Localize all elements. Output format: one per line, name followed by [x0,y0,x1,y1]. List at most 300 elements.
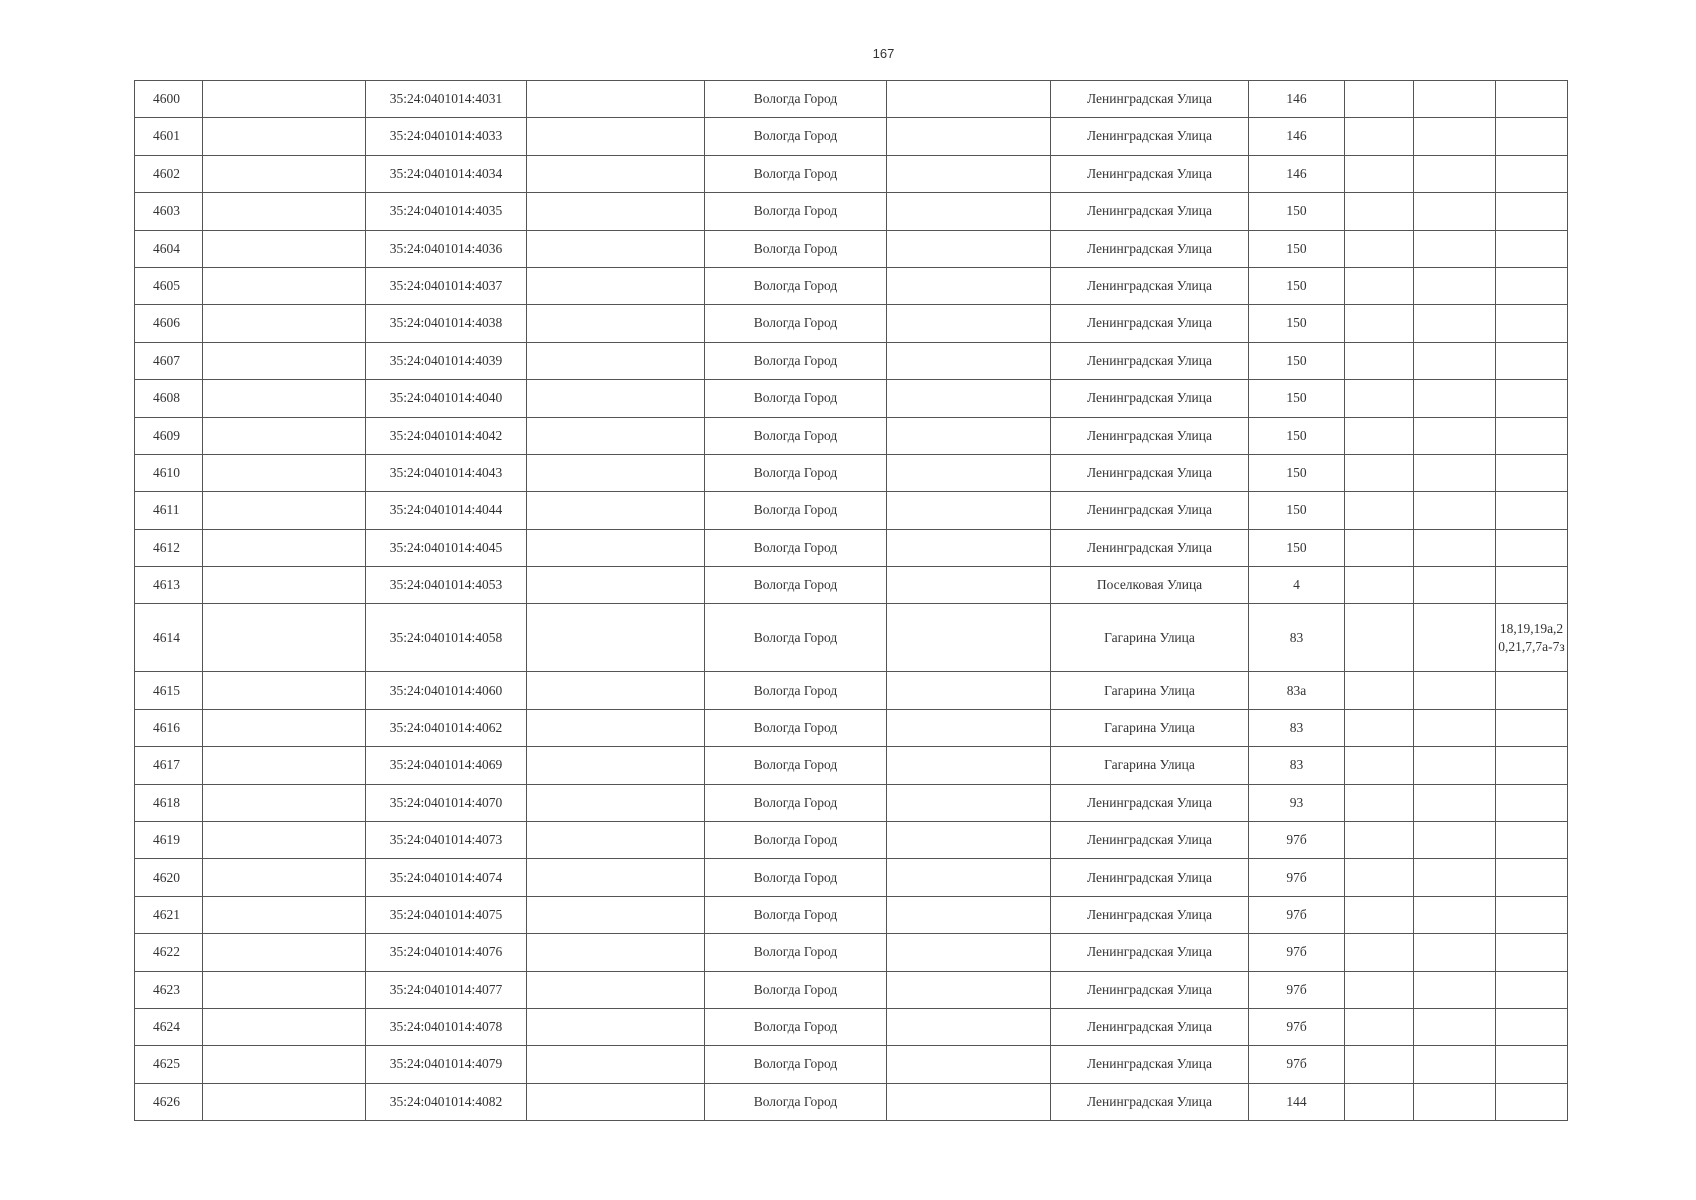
cell-house-number: 97б [1249,1046,1345,1083]
cell-record-number: 4612 [135,529,203,566]
cell-cadastral-number: 35:24:0401014:4038 [366,305,527,342]
cell-empty [527,118,705,155]
cell-apartments [1496,155,1568,192]
cell-city: Вологда Город [705,709,887,746]
table-row [135,1008,1568,1045]
cell-record-number: 4601 [135,118,203,155]
cell-cadastral-number: 35:24:0401014:4039 [366,342,527,379]
cell-city: Вологда Город [705,604,887,672]
cell-empty [527,747,705,784]
cell-house-number: 150 [1249,193,1345,230]
cell-apartments [1496,1083,1568,1120]
cell-record-number: 4602 [135,155,203,192]
cell-empty [527,193,705,230]
cell-empty [203,230,366,267]
cell-cadastral-number: 35:24:0401014:4040 [366,380,527,417]
cell-cadastral-number: 35:24:0401014:4035 [366,193,527,230]
cell-apartments [1496,934,1568,971]
cell-empty [203,492,366,529]
cell-street: Поселковая Улица [1051,567,1249,604]
table-row [135,417,1568,454]
cell-apartments [1496,342,1568,379]
cell-empty [1345,1008,1414,1045]
cell-empty [203,672,366,709]
cell-record-number: 4604 [135,230,203,267]
cell-house-number: 144 [1249,1083,1345,1120]
table-row [135,492,1568,529]
cell-empty [203,1008,366,1045]
cell-empty [887,342,1051,379]
cell-empty [1414,230,1496,267]
cell-cadastral-number: 35:24:0401014:4076 [366,934,527,971]
cell-empty [1345,417,1414,454]
cell-empty [1345,454,1414,491]
cell-cadastral-number: 35:24:0401014:4034 [366,155,527,192]
cell-empty [1414,492,1496,529]
cell-apartments [1496,822,1568,859]
cell-city: Вологда Город [705,822,887,859]
cell-empty [887,155,1051,192]
cell-street: Ленинградская Улица [1051,230,1249,267]
cell-city: Вологда Город [705,492,887,529]
table-row [135,747,1568,784]
cell-record-number: 4610 [135,454,203,491]
table-row [135,305,1568,342]
cell-cadastral-number: 35:24:0401014:4079 [366,1046,527,1083]
cell-empty [527,417,705,454]
cell-street: Гагарина Улица [1051,747,1249,784]
cell-apartments [1496,454,1568,491]
cell-empty [527,896,705,933]
cell-empty [1345,971,1414,1008]
cell-empty [527,971,705,1008]
table-row [135,709,1568,746]
cell-empty [887,1046,1051,1083]
cell-street: Ленинградская Улица [1051,784,1249,821]
cell-empty [203,971,366,1008]
cell-street: Ленинградская Улица [1051,1008,1249,1045]
cell-empty [527,604,705,672]
cell-apartments [1496,896,1568,933]
cell-street: Ленинградская Улица [1051,1046,1249,1083]
cell-house-number: 150 [1249,417,1345,454]
cell-cadastral-number: 35:24:0401014:4036 [366,230,527,267]
cell-cadastral-number: 35:24:0401014:4074 [366,859,527,896]
cell-city: Вологда Город [705,784,887,821]
table-row [135,859,1568,896]
cell-empty [1345,604,1414,672]
cell-apartments [1496,81,1568,118]
cell-empty [203,380,366,417]
cell-cadastral-number: 35:24:0401014:4060 [366,672,527,709]
cell-empty [203,896,366,933]
cell-empty [1414,454,1496,491]
cell-empty [1414,193,1496,230]
cell-house-number: 97б [1249,896,1345,933]
cell-house-number: 150 [1249,454,1345,491]
cell-empty [203,822,366,859]
cell-cadastral-number: 35:24:0401014:4078 [366,1008,527,1045]
cell-empty [887,896,1051,933]
cell-empty [1414,822,1496,859]
cell-street: Ленинградская Улица [1051,971,1249,1008]
cell-city: Вологда Город [705,971,887,1008]
cell-empty [887,672,1051,709]
cell-record-number: 4611 [135,492,203,529]
table-row [135,155,1568,192]
cell-cadastral-number: 35:24:0401014:4073 [366,822,527,859]
cell-empty [887,971,1051,1008]
cell-empty [203,1083,366,1120]
cell-empty [1345,934,1414,971]
cell-empty [1345,822,1414,859]
cell-empty [203,567,366,604]
cell-house-number: 97б [1249,971,1345,1008]
cell-city: Вологда Город [705,155,887,192]
table-row [135,380,1568,417]
cell-empty [1345,859,1414,896]
cell-street: Ленинградская Улица [1051,193,1249,230]
cell-record-number: 4626 [135,1083,203,1120]
cell-empty [203,193,366,230]
cell-city: Вологда Город [705,454,887,491]
table-row [135,1083,1568,1120]
cell-apartments [1496,1008,1568,1045]
cell-empty [1345,193,1414,230]
cell-empty [527,784,705,821]
cell-empty [1414,529,1496,566]
cell-apartments [1496,417,1568,454]
cell-cadastral-number: 35:24:0401014:4043 [366,454,527,491]
cell-cadastral-number: 35:24:0401014:4069 [366,747,527,784]
table-row [135,118,1568,155]
cell-empty [1345,529,1414,566]
cell-house-number: 97б [1249,1008,1345,1045]
table-row [135,529,1568,566]
cell-empty [887,747,1051,784]
cell-empty [887,529,1051,566]
cell-empty [1414,1008,1496,1045]
cell-city: Вологда Город [705,672,887,709]
cell-empty [1414,118,1496,155]
cell-empty [527,230,705,267]
cell-empty [1414,1083,1496,1120]
cell-empty [1345,709,1414,746]
cell-apartments [1496,492,1568,529]
cell-street: Ленинградская Улица [1051,896,1249,933]
cell-city: Вологда Город [705,267,887,304]
cell-city: Вологда Город [705,1083,887,1120]
cell-empty [1345,118,1414,155]
cell-record-number: 4622 [135,934,203,971]
cell-house-number: 146 [1249,81,1345,118]
table-row [135,230,1568,267]
cell-empty [887,193,1051,230]
cell-record-number: 4621 [135,896,203,933]
cell-cadastral-number: 35:24:0401014:4033 [366,118,527,155]
cell-apartments [1496,118,1568,155]
cell-empty [527,709,705,746]
cell-house-number: 83 [1249,604,1345,672]
cell-empty [1345,267,1414,304]
cell-apartments [1496,305,1568,342]
cell-house-number: 150 [1249,305,1345,342]
cell-street: Ленинградская Улица [1051,859,1249,896]
cell-empty [1345,492,1414,529]
cell-empty [203,529,366,566]
cell-record-number: 4625 [135,1046,203,1083]
cell-empty [887,1083,1051,1120]
cell-apartments [1496,709,1568,746]
table-row [135,934,1568,971]
cell-empty [887,454,1051,491]
cell-empty [1414,342,1496,379]
cell-apartments [1496,859,1568,896]
cell-empty [887,567,1051,604]
cell-apartments [1496,747,1568,784]
cell-empty [203,454,366,491]
table-row [135,822,1568,859]
cell-apartments [1496,784,1568,821]
cell-street: Ленинградская Улица [1051,822,1249,859]
cell-house-number: 97б [1249,934,1345,971]
cell-city: Вологда Город [705,1008,887,1045]
cell-record-number: 4620 [135,859,203,896]
table-row [135,1046,1568,1083]
cell-empty [1345,1046,1414,1083]
cell-house-number: 83а [1249,672,1345,709]
cell-record-number: 4623 [135,971,203,1008]
cell-city: Вологда Город [705,896,887,933]
cell-cadastral-number: 35:24:0401014:4042 [366,417,527,454]
cell-cadastral-number: 35:24:0401014:4075 [366,896,527,933]
cell-record-number: 4616 [135,709,203,746]
cell-apartments [1496,380,1568,417]
cell-house-number: 93 [1249,784,1345,821]
cell-record-number: 4607 [135,342,203,379]
cell-empty [1414,567,1496,604]
cell-empty [1414,1046,1496,1083]
cell-empty [1345,784,1414,821]
cell-empty [527,822,705,859]
cell-empty [887,709,1051,746]
cell-apartments [1496,672,1568,709]
table-row [135,81,1568,118]
cell-street: Ленинградская Улица [1051,267,1249,304]
table-row [135,193,1568,230]
cell-empty [1414,709,1496,746]
cell-cadastral-number: 35:24:0401014:4077 [366,971,527,1008]
cell-empty [527,492,705,529]
cell-empty [527,81,705,118]
cell-empty [1414,604,1496,672]
cell-house-number: 150 [1249,529,1345,566]
cell-empty [203,604,366,672]
cell-record-number: 4619 [135,822,203,859]
cell-house-number: 150 [1249,380,1345,417]
cell-empty [1345,1083,1414,1120]
cell-empty [1345,305,1414,342]
cell-city: Вологда Город [705,934,887,971]
cell-city: Вологда Город [705,417,887,454]
cell-empty [1414,155,1496,192]
cell-city: Вологда Город [705,859,887,896]
cell-empty [1414,81,1496,118]
cell-empty [203,342,366,379]
cell-empty [203,118,366,155]
cell-house-number: 150 [1249,267,1345,304]
cell-street: Ленинградская Улица [1051,305,1249,342]
cell-empty [887,784,1051,821]
cell-empty [203,305,366,342]
table-row [135,896,1568,933]
cell-empty [1414,971,1496,1008]
cell-empty [203,709,366,746]
cell-street: Ленинградская Улица [1051,492,1249,529]
table-row [135,672,1568,709]
cell-empty [887,822,1051,859]
cell-empty [1414,859,1496,896]
cell-empty [527,1008,705,1045]
cell-empty [887,230,1051,267]
cell-empty [887,934,1051,971]
table-row [135,567,1568,604]
table-row [135,784,1568,821]
cell-record-number: 4608 [135,380,203,417]
cell-empty [1414,896,1496,933]
cell-cadastral-number: 35:24:0401014:4037 [366,267,527,304]
cell-city: Вологда Город [705,567,887,604]
cell-cadastral-number: 35:24:0401014:4044 [366,492,527,529]
cell-empty [887,1008,1051,1045]
cell-record-number: 4603 [135,193,203,230]
cell-empty [1345,747,1414,784]
cell-empty [527,1083,705,1120]
cell-empty [203,747,366,784]
cell-city: Вологда Город [705,193,887,230]
cell-house-number: 97б [1249,859,1345,896]
cell-street: Ленинградская Улица [1051,118,1249,155]
cell-empty [1345,342,1414,379]
cell-house-number: 150 [1249,342,1345,379]
cell-city: Вологда Город [705,342,887,379]
cell-city: Вологда Город [705,118,887,155]
cell-empty [887,859,1051,896]
registry-table-body [135,81,1568,1121]
cell-house-number: 146 [1249,118,1345,155]
cell-empty [527,342,705,379]
cell-empty [887,417,1051,454]
table-row [135,454,1568,491]
cell-record-number: 4600 [135,81,203,118]
cell-empty [1345,567,1414,604]
cell-street: Ленинградская Улица [1051,342,1249,379]
cell-empty [1345,81,1414,118]
cell-house-number: 83 [1249,709,1345,746]
cell-empty [1345,155,1414,192]
cell-empty [527,155,705,192]
cell-record-number: 4617 [135,747,203,784]
cell-apartments: 18,19,19а,20,21,7,7а-7з [1496,604,1568,672]
cell-cadastral-number: 35:24:0401014:4053 [366,567,527,604]
cell-empty [527,454,705,491]
cell-house-number: 150 [1249,492,1345,529]
cell-city: Вологда Город [705,230,887,267]
cell-street: Ленинградская Улица [1051,417,1249,454]
cell-empty [527,1046,705,1083]
cell-city: Вологда Город [705,529,887,566]
cell-empty [1345,896,1414,933]
table-row [135,971,1568,1008]
cell-house-number: 83 [1249,747,1345,784]
cell-empty [887,267,1051,304]
page-number: 167 [872,46,895,61]
cell-record-number: 4615 [135,672,203,709]
cell-empty [1414,672,1496,709]
cell-city: Вологда Город [705,380,887,417]
cell-empty [527,305,705,342]
cell-street: Гагарина Улица [1051,604,1249,672]
cell-empty [203,267,366,304]
cell-house-number: 150 [1249,230,1345,267]
cell-empty [527,567,705,604]
cell-empty [203,859,366,896]
cell-empty [527,529,705,566]
cell-record-number: 4613 [135,567,203,604]
cell-empty [527,934,705,971]
cell-cadastral-number: 35:24:0401014:4062 [366,709,527,746]
cell-street: Ленинградская Улица [1051,380,1249,417]
cell-record-number: 4605 [135,267,203,304]
cell-empty [527,859,705,896]
cell-empty [1414,380,1496,417]
cell-empty [1345,380,1414,417]
cell-empty [1345,230,1414,267]
registry-table [134,80,1568,1121]
cell-street: Гагарина Улица [1051,709,1249,746]
cell-empty [1414,747,1496,784]
cell-empty [203,81,366,118]
cell-empty [887,118,1051,155]
cell-apartments [1496,567,1568,604]
cell-apartments [1496,1046,1568,1083]
cell-apartments [1496,230,1568,267]
cell-city: Вологда Город [705,81,887,118]
cell-street: Ленинградская Улица [1051,934,1249,971]
cell-house-number: 4 [1249,567,1345,604]
cell-street: Ленинградская Улица [1051,1083,1249,1120]
cell-empty [1414,305,1496,342]
cell-street: Гагарина Улица [1051,672,1249,709]
cell-apartments [1496,529,1568,566]
cell-cadastral-number: 35:24:0401014:4070 [366,784,527,821]
cell-record-number: 4609 [135,417,203,454]
cell-city: Вологда Город [705,305,887,342]
cell-empty [1414,417,1496,454]
cell-record-number: 4624 [135,1008,203,1045]
cell-street: Ленинградская Улица [1051,155,1249,192]
cell-street: Ленинградская Улица [1051,454,1249,491]
cell-apartments [1496,971,1568,1008]
cell-cadastral-number: 35:24:0401014:4058 [366,604,527,672]
cell-city: Вологда Город [705,747,887,784]
cell-apartments [1496,267,1568,304]
cell-record-number: 4614 [135,604,203,672]
cell-empty [527,380,705,417]
cell-empty [203,155,366,192]
cell-empty [203,934,366,971]
cell-empty [887,604,1051,672]
